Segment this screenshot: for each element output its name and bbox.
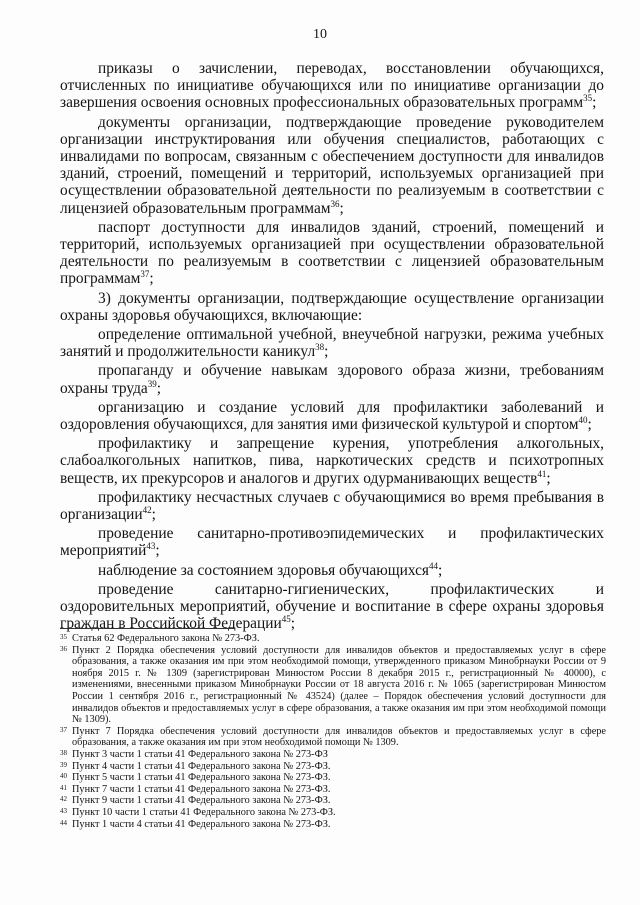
paragraph-health: 3) документы организации, подтверждающие осуществление организации охраны здоровья обучающихся, включающие: xyxy=(60,289,604,324)
footnote-divider xyxy=(60,628,235,629)
footnote-ref[interactable]: 41 xyxy=(537,468,547,479)
footnote-ref[interactable]: 42 xyxy=(142,505,152,516)
footnote-44: 44 Пункт 1 части 4 статьи 41 Федерального закона № 273-ФЗ. xyxy=(60,818,331,830)
paragraph-42: профилактику несчастных случаев с обучающимися во время пребывания в организации$^{42}$; xyxy=(60,488,604,524)
paragraph-40: организацию и создание условий для профилактики заболеваний и оздоровления обучающихся, для занятия ими физической культурой и спортом$^{40}$; xyxy=(60,398,604,434)
paragraph-35: приказы о зачислении, переводах, восстановлении обучающихся, отчисленных по инициативе обучающихся или по инициативе организации до завершения освоения основных профессиональных образовательных программ$^{35}$; xyxy=(60,60,604,112)
footnote-ref[interactable]: 40 xyxy=(578,415,588,426)
footnote-43: 43 Пункт 10 части 1 статьи 41 Федерального закона № 273-ФЗ. xyxy=(60,806,336,818)
footnote-42: 42 Пункт 9 части 1 статьи 41 Федерального закона № 273-ФЗ. xyxy=(60,795,331,807)
paragraph-44: наблюдение за состоянием здоровья обучающихся$^{44}$; xyxy=(98,560,443,579)
footnote-40: 40 Пункт 5 части 1 статьи 41 Федерального закона № 273-ФЗ. xyxy=(60,772,331,784)
footnote-ref[interactable]: 39 xyxy=(147,378,157,389)
footnote-41: 41 Пункт 7 части 1 статьи 41 Федерального закона № 273-ФЗ. xyxy=(60,783,331,795)
footnote-ref[interactable]: 44 xyxy=(429,560,439,571)
paragraph-43: проведение санитарно-противоэпидемических и профилактических мероприятий$^{43}$; xyxy=(60,525,604,560)
paragraph-37: паспорт доступности для инвалидов зданий, строений, помещений и территорий, используемых организацией при осуществлении образовательной деятельности по реализуемым в соответствии с лицензией образовательным программам$^{37}$; xyxy=(60,218,604,288)
footnote-ref[interactable]: 45 xyxy=(281,614,291,625)
footnote-37: 37 Пункт 7 Порядка обеспечения условий доступности для инвалидов объектов и предоставляемых услуг в сфере образования, а также оказания им при этом необходимой помощи № 1309. xyxy=(60,725,606,749)
footnote-36: 36 Пункт 2 Порядка обеспечения условий доступности для инвалидов объектов и предоставляемых услуг в сфере образования, а также оказания им при этом необходимой помощи, утвержденного приказом Минобрнауки России от 9 ноября 2015 г. № 1309 (зарегистрирован Минюстом России 8 декабря 2015 г., регистрационный № 40000), с изменениями, внесенными приказом Минобрнауки России от 18 августа 2016 г. № 1065 (зарегистрирован Минюстом России 1 сентября 2016 г., регистрационный № 43524) (далее – Порядок обеспечения условий доступности для инвалидов объектов и предоставляемых услуг в сфере образования, а также оказания им при этом необходимой помощи № 1309). xyxy=(60,644,606,726)
footnote-35: 35 Статья 62 Федерального закона № 273-ФЗ. xyxy=(60,633,260,644)
footnote-ref[interactable]: 38 xyxy=(315,342,325,353)
paragraph-39: пропаганду и обучение навыкам здорового образа жизни, требованиям охраны труда$^{39}$; xyxy=(60,362,604,397)
page-number: 10 xyxy=(313,27,327,42)
footnote-ref[interactable]: 36 xyxy=(330,198,340,209)
footnote-38: 38 Пункт 3 части 1 статьи 41 Федерального закона № 273-ФЗ xyxy=(60,748,328,760)
paragraph-41: профилактику и запрещение курения, употребления алкогольных, слабоалкогольных напитков, пива, наркотических средств и психотропных веществ, их прекурсоров и аналогов и других одурманивающих веществ$^{41}$; xyxy=(60,435,604,487)
footnote-ref[interactable]: 37 xyxy=(140,269,150,280)
footnote-ref[interactable]: 43 xyxy=(146,541,156,552)
footnote-ref[interactable]: 35 xyxy=(583,93,593,104)
footnote-39: 39 Пункт 4 части 1 статьи 41 Федерального закона № 273-ФЗ. xyxy=(60,760,331,772)
footnotes xyxy=(60,633,606,830)
paragraph-36: документы организации, подтверждающие проведение руководителем организации инструктирования или обучения специалистов, работающих с инвалидами по вопросам, связанным с обеспечением доступности для инвалидов зданий, строений, помещений и территорий, используемых организацией при осуществлении образовательной деятельности по реализуемым в соответствии с лицензией образовательным программам$^{36}$; xyxy=(60,113,604,217)
main-text xyxy=(60,60,604,635)
paragraph-38: определение оптимальной учебной, внеучебной нагрузки, режима учебных занятий и продолжительности каникул$^{38}$; xyxy=(60,326,604,361)
paragraph-45: проведение санитарно-гигиенических, профилактических и оздоровительных мероприятий, обучение и воспитание в сфере охраны здоровья граждан в Российской Федерации$^{45}$; xyxy=(60,580,604,633)
